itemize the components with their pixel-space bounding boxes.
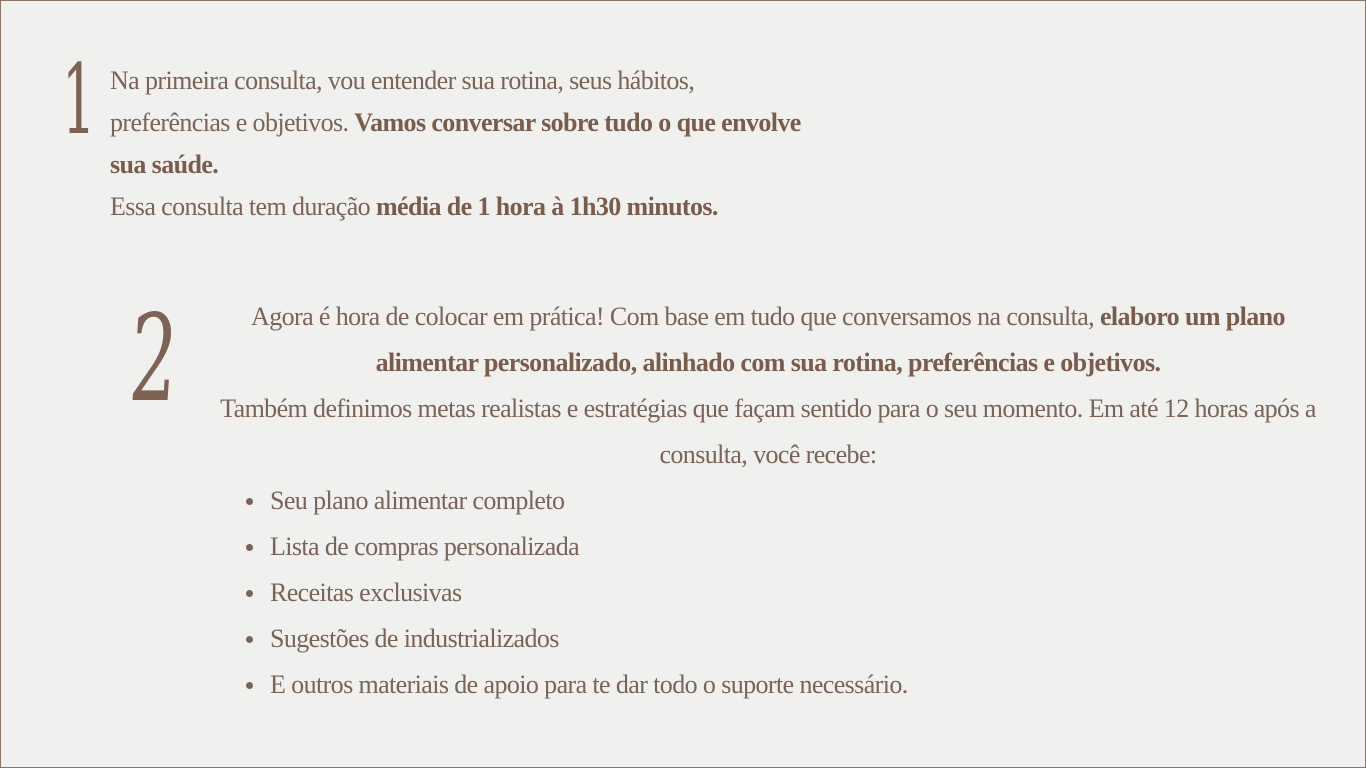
list-item-label: Seu plano alimentar completo (270, 486, 565, 515)
list-item-label: E outros materiais de apoio para te dar todo o suporte necessário. (270, 670, 908, 699)
step-1-line-4-bold: média de 1 hora à 1h30 minutos. (375, 192, 718, 221)
list-item-label: Sugestões de industrializados (270, 624, 559, 653)
step-2-goals: Também definimos metas realistas e estratégias que façam sentido para o seu momento. Em até 12 horas após a consulta, você recebe: (220, 394, 1316, 469)
list-item-label: Receitas exclusivas (270, 578, 462, 607)
step-1-line-1 (110, 60, 910, 102)
step-1-line-1-text: Na primeira consulta, vou entender sua rotina, seus hábitos, (110, 66, 695, 95)
bullet-icon (246, 636, 253, 643)
list-item (244, 570, 908, 616)
bullet-icon (246, 682, 253, 689)
step-2-intro-plain: Agora é hora de colocar em prática! Com base em tudo que conversamos na consulta, (251, 302, 1100, 331)
step-2-intro-bold: elaboro um plano alimentar personalizado, alinhado com sua rotina, preferências e objetivos. (375, 302, 1285, 377)
step-1-line-3 (110, 144, 910, 186)
step-2-text (216, 294, 1320, 478)
step-1-line-3-bold: sua saúde. (110, 150, 219, 179)
bullet-icon (246, 544, 253, 551)
step-1-line-4-plain: Essa consulta tem duração (110, 192, 376, 221)
list-item (244, 478, 908, 524)
step-2-number: 2 (125, 290, 181, 429)
step-2-intro (216, 294, 1320, 386)
bullet-icon (246, 498, 253, 505)
step-1-line-2-plain: preferências e objetivos. (110, 108, 355, 137)
step-1-number: 1 (62, 44, 95, 156)
list-item (244, 616, 908, 662)
step-1-line-2 (110, 102, 910, 144)
list-item (244, 524, 908, 570)
step-1-line-2-bold: Vamos conversar sobre tudo o que envolve (354, 108, 801, 137)
step-1-text (110, 60, 910, 228)
step-1-line-4 (110, 186, 910, 228)
deliverables-list (244, 478, 908, 708)
list-item (244, 662, 908, 708)
bullet-icon (246, 590, 253, 597)
list-item-label: Lista de compras personalizada (270, 532, 580, 561)
